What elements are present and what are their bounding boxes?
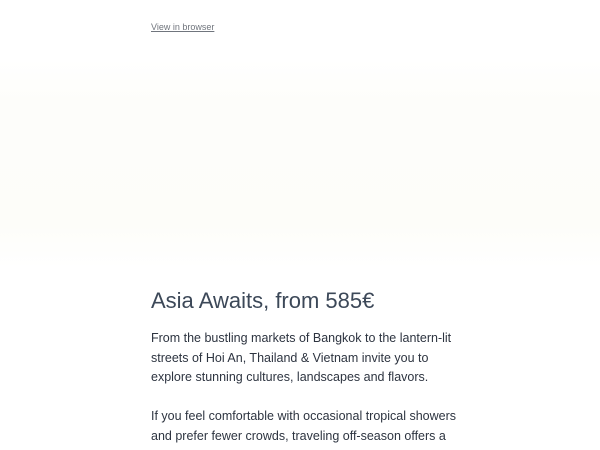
view-in-browser-link[interactable]: View in browser [151,22,215,32]
main-content [151,285,456,447]
headline: Asia Awaits, from 585€ [151,288,375,313]
hero-image [0,60,600,268]
preheader [151,17,214,35]
intro-paragraph: From the bustling markets of Bangkok to the lantern-lit streets of Hoi An, Thailand & Vietnam invite you to explore stunning cultures, landscapes and flavors. [151,331,452,385]
offseason-paragraph: If you feel comfortable with occasional tropical showers and prefer fewer crowds, traveling off-season offers a [151,409,457,443]
